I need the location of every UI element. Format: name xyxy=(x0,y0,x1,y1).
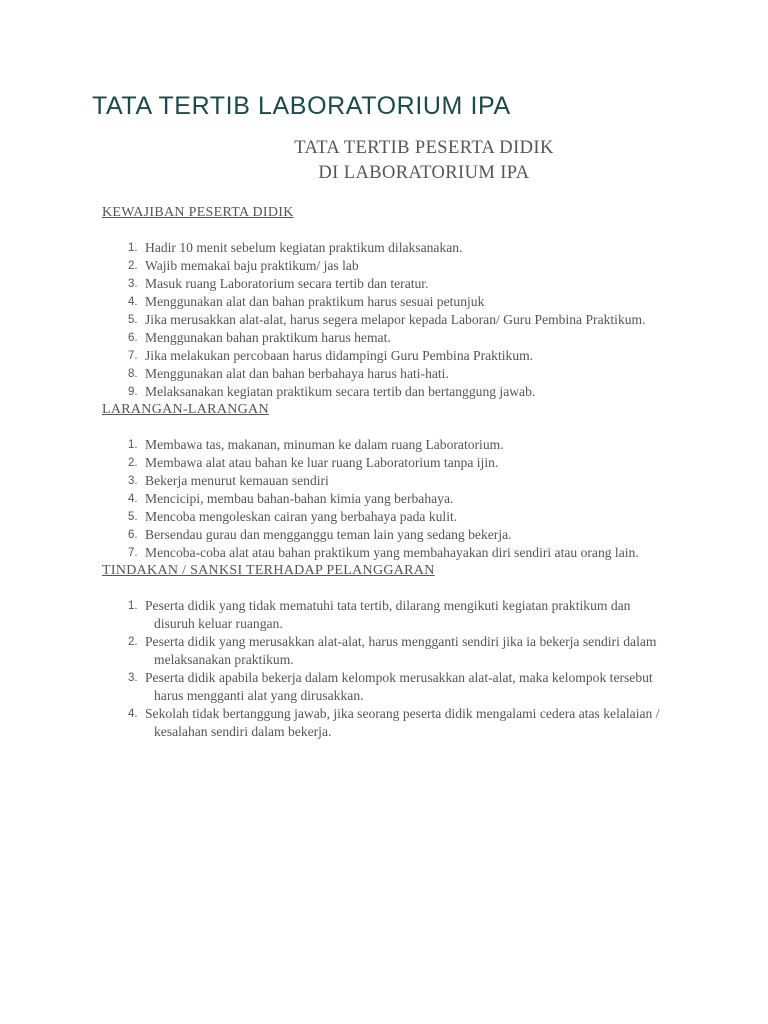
subtitle-line-1: TATA TERTIB PESERTA DIDIK xyxy=(294,138,554,158)
section-heading-kewajiban: KEWAJIBAN PESERTA DIDIK xyxy=(102,205,294,220)
list-item: 3. Peserta didik apabila bekerja dalam kelompok merusakkan alat-alat, maka kelompok tersebut harus mengganti alat yang dirusakkan. xyxy=(128,670,653,703)
section-heading-larangan: LARANGAN-LARANGAN xyxy=(102,402,269,417)
list-item: 1. Membawa tas, makanan, minuman ke dalam ruang Laboratorium. xyxy=(128,437,504,452)
list-item: 4. Sekolah tidak bertanggung jawab, jika seorang peserta didik mengalami cedera atas kelalaian / kesalahan sendiri dalam bekerja. xyxy=(128,706,660,739)
page-title: TATA TERTIB LABORATORIUM IPA xyxy=(92,92,511,120)
list-item: 1. Hadir 10 menit sebelum kegiatan praktikum dilaksanakan. xyxy=(128,240,463,255)
list-item: 6. Bersendau gurau dan mengganggu teman lain yang sedang bekerja. xyxy=(128,527,512,542)
subtitle-line-2: DI LABORATORIUM IPA xyxy=(318,163,530,183)
document-body xyxy=(102,204,742,741)
document-subtitle xyxy=(0,136,768,186)
list-item: 4. Menggunakan alat dan bahan praktikum harus sesuai petunjuk xyxy=(128,294,485,309)
list-item: 4. Mencicipi, membau bahan-bahan kimia yang berbahaya. xyxy=(128,491,454,506)
list-item: 2. Membawa alat atau bahan ke luar ruang Laboratorium tanpa ijin. xyxy=(128,455,499,470)
list-item: 1. Peserta didik yang tidak mematuhi tata tertib, dilarang mengikuti kegiatan praktikum dan disuruh keluar ruangan. xyxy=(128,598,631,631)
list-item: 9. Melaksanakan kegiatan praktikum secara tertib dan bertanggung jawab. xyxy=(128,384,536,399)
list-item: 7. Mencoba-coba alat atau bahan praktikum yang membahayakan diri sendiri atau orang lain. xyxy=(128,545,639,560)
larangan-list xyxy=(102,436,742,562)
sanksi-list xyxy=(102,597,742,741)
list-item: 3. Masuk ruang Laboratorium secara tertib dan teratur. xyxy=(128,276,429,291)
list-item: 5. Jika merusakkan alat-alat, harus segera melapor kepada Laboran/ Guru Pembina Praktikum. xyxy=(128,312,646,327)
list-item: 2. Peserta didik yang merusakkan alat-alat, harus mengganti sendiri jika ia bekerja sendiri dalam melaksanakan praktikum. xyxy=(128,634,657,667)
list-item: 7. Jika melakukan percobaan harus didampingi Guru Pembina Praktikum. xyxy=(128,348,534,363)
list-item: 2. Wajib memakai baju praktikum/ jas lab xyxy=(128,258,359,273)
kewajiban-list xyxy=(102,239,742,401)
list-item: 6. Menggunakan bahan praktikum harus hemat. xyxy=(128,330,391,345)
list-item: 5. Mencoba mengoleskan cairan yang berbahaya pada kulit. xyxy=(128,509,458,524)
list-item: 3. Bekerja menurut kemauan sendiri xyxy=(128,473,329,488)
list-item: 8. Menggunakan alat dan bahan berbahaya harus hati-hati. xyxy=(128,366,449,381)
section-heading-sanksi: TINDAKAN / SANKSI TERHADAP PELANGGARAN xyxy=(102,563,435,578)
